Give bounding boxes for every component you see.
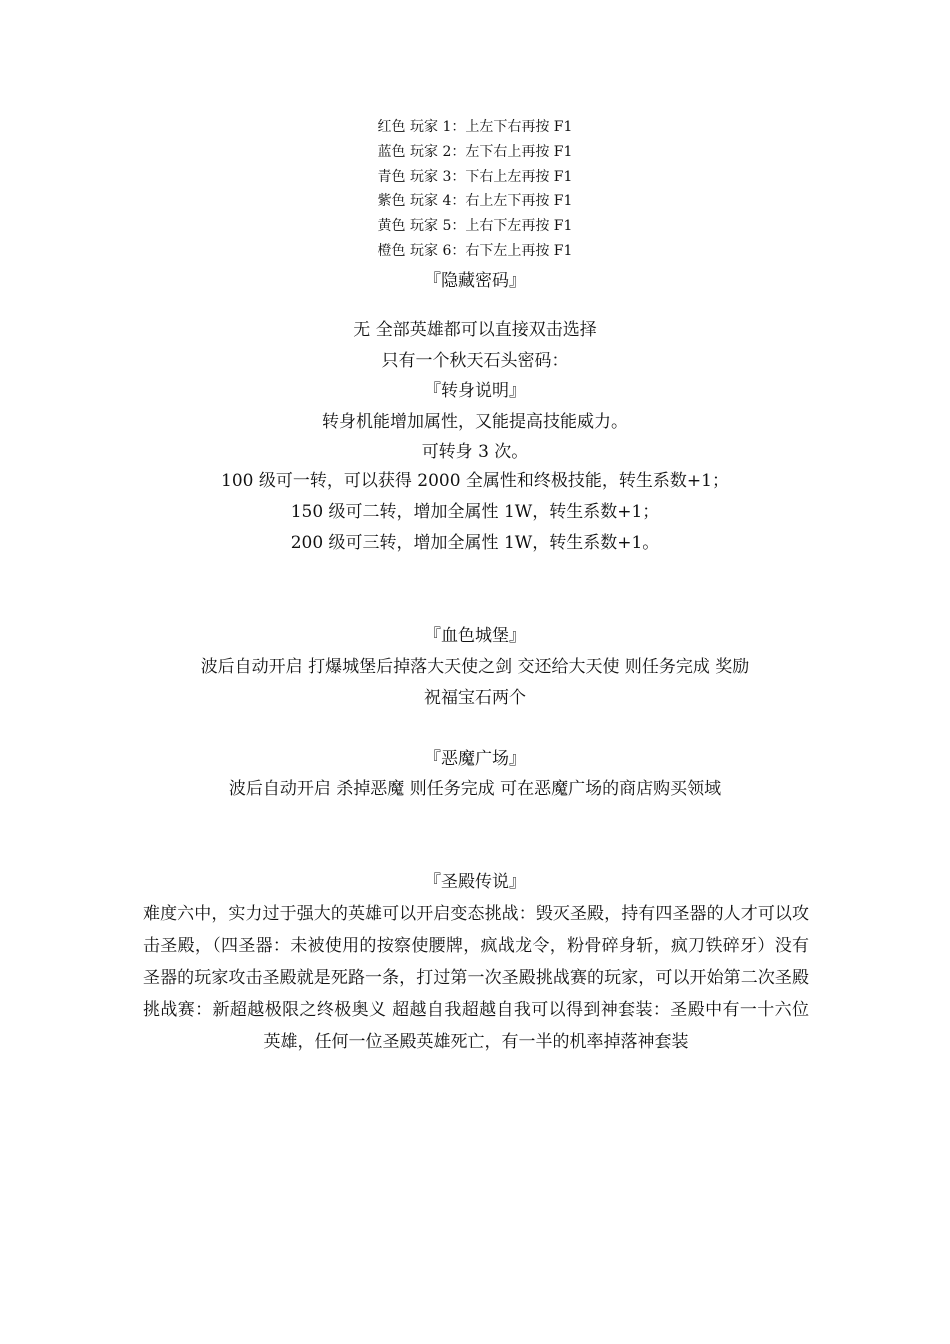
player-code-orange: 橙色 玩家 6：右下左上再按 F1 (377, 243, 573, 259)
rebirth-line-2: 可转身 3 次。 (421, 442, 529, 462)
temple-paragraph: 难度六中，实力过于强大的英雄可以开启变态挑战：毁灭圣殿，持有四圣器的人才可以攻击圣殿，（四圣器：未被使用的按察使腰牌，疯战龙令，粉骨碎身斩，疯刀铁碎牙）没有圣器的玩家攻击圣殿就是死路一条，打过第一次圣殿挑战赛的玩家，可以开始第二次圣殿挑战赛：新超越极限之终极奥义 超越自我超越自我可以得到神套装：圣殿中有一十六位英雄，任何一位圣殿英雄死亡，有一半的机率掉落神套装 (143, 904, 809, 1052)
rebirth-line-3: 100 级可一转，可以获得 2000 全属性和终极技能，转生系数+1； (221, 471, 729, 491)
rebirth-line-1: 转身机能增加属性，又能提高技能威力。 (322, 412, 628, 432)
hidden-code-heading: 『隐藏密码』 (424, 271, 526, 291)
player-code-blue: 蓝色 玩家 2：左下右上再按 F1 (377, 144, 573, 160)
temple-heading: 『圣殿传说』 (424, 872, 526, 892)
blood-castle-heading: 『血色城堡』 (424, 626, 526, 646)
rebirth-heading: 『转身说明』 (424, 381, 526, 401)
blood-castle-line-2: 祝福宝石两个 (424, 688, 526, 708)
player-code-yellow: 黄色 玩家 5：上右下左再按 F1 (377, 218, 573, 234)
blood-castle-line-1: 波后自动开启 打爆城堡后掉落大天使之剑 交还给大天使 则任务完成 奖励 (200, 657, 750, 677)
devil-square-line-1: 波后自动开启 杀掉恶魔 则任务完成 可在恶魔广场的商店购买领域 (228, 779, 722, 799)
rebirth-line-5: 200 级可三转，增加全属性 1W，转生系数+1。 (290, 533, 660, 553)
player-code-red: 红色 玩家 1：上左下右再按 F1 (377, 119, 573, 135)
player-code-purple: 紫色 玩家 4：右上左下再按 F1 (377, 193, 573, 209)
hidden-code-line-2: 只有一个秋天石头密码： (381, 351, 569, 371)
devil-square-heading: 『恶魔广场』 (424, 749, 526, 769)
rebirth-line-4: 150 级可二转，增加全属性 1W，转生系数+1； (290, 502, 660, 522)
player-code-cyan: 青色 玩家 3：下右上左再按 F1 (377, 169, 573, 185)
hidden-code-line-1: 无 全部英雄都可以直接双击选择 (353, 320, 597, 340)
